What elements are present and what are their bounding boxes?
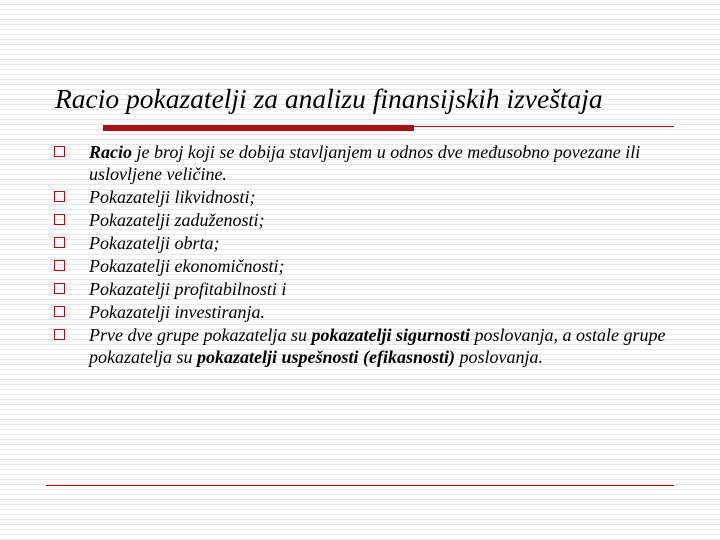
bullet-item-investiranje — [54, 301, 694, 323]
bullet-text: Pokazatelji zaduženosti; — [89, 210, 265, 230]
bullet-text: Pokazatelji likvidnosti; — [89, 187, 256, 207]
bullet-item-racio-definition — [54, 141, 694, 185]
bullet-bold-term: pokazatelji uspešnosti (efikasnosti) — [197, 347, 456, 367]
bullet-item-obrt — [54, 232, 694, 254]
bullet-text: poslovanja, a ostale grupe pokazatelja su — [89, 325, 666, 367]
bullet-item-ekonomicnost — [54, 255, 694, 277]
bullet-list — [54, 141, 694, 369]
bullet-text: poslovanja. — [455, 347, 544, 367]
bullet-text: Pokazatelji investiranja. — [89, 302, 265, 322]
hollow-square-bullet-icon — [54, 237, 65, 248]
bullet-bold-term: Racio — [89, 142, 132, 162]
bullet-bold-term: pokazatelji sigurnosti — [311, 325, 470, 345]
bullet-text: Pokazatelji obrta; — [89, 233, 220, 253]
hollow-square-bullet-icon — [54, 214, 65, 225]
hollow-square-bullet-icon — [54, 283, 65, 294]
hollow-square-bullet-icon — [54, 191, 65, 202]
bottom-divider — [46, 485, 674, 486]
bullet-item-profitabilnost — [54, 278, 694, 300]
bullet-item-likvidnost — [54, 186, 694, 208]
title-underline-thick — [103, 125, 414, 131]
bullet-item-summary — [54, 324, 694, 368]
bullet-text: Pokazatelji profitabilnosti i — [89, 279, 287, 299]
hollow-square-bullet-icon — [54, 260, 65, 271]
hollow-square-bullet-icon — [54, 146, 65, 157]
bullet-text: je broj koji se dobija stavljanjem u odnos dve međusobno povezane ili uslovljene veličine. — [89, 142, 641, 184]
hollow-square-bullet-icon — [54, 306, 65, 317]
slide-title: Racio pokazatelji za analizu finansijskih izveštaja — [55, 83, 603, 114]
hollow-square-bullet-icon — [54, 329, 65, 340]
bullet-item-zaduzenost — [54, 209, 694, 231]
bullet-text: Pokazatelji ekonomičnosti; — [89, 256, 285, 276]
bullet-text: Prve dve grupe pokazatelja su — [89, 325, 312, 345]
title-underline-thin — [414, 126, 674, 127]
